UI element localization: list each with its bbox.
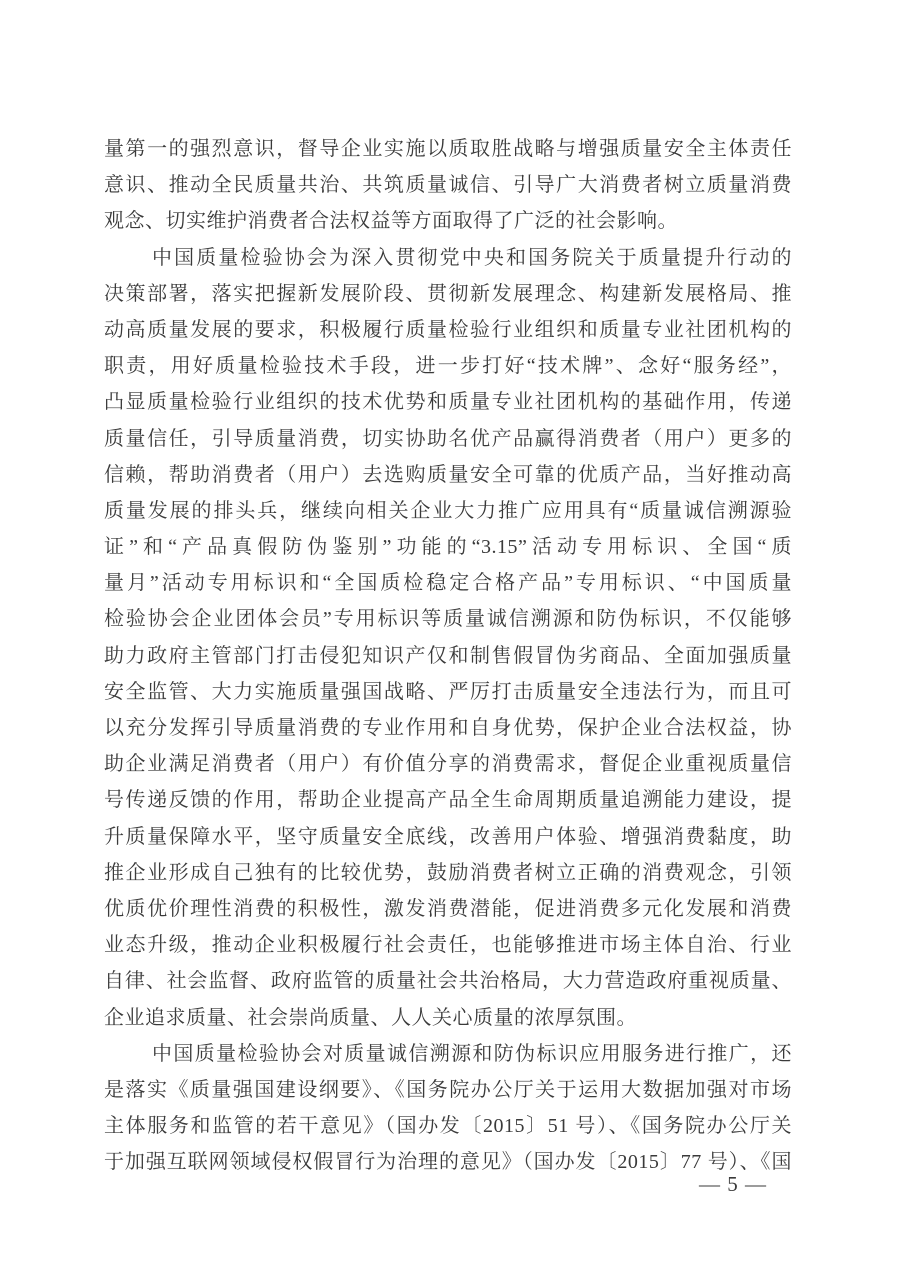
text-line: 检验协会企业团体会员”专用标识等质量诚信溯源和防伪标识，不仅能够 <box>104 608 792 631</box>
text-line: 决策部署，落实把握新发展阶段、贯彻新发展理念、构建新发展格局、推 <box>104 282 792 305</box>
text-line: 推企业形成自己独有的比较优势，鼓励消费者树立正确的消费观念，引领 <box>104 861 792 884</box>
text-line: 观念、切实维护消费者合法权益等方面取得了广泛的社会影响。 <box>104 210 678 233</box>
text-line: 主体服务和监管的若干意见》（国办发〔2015〕51 号）、《国务院办公厅关 <box>104 1115 792 1138</box>
text-line: 量月”活动专用标识和“全国质检稳定合格产品”专用标识、“中国质量 <box>104 572 792 595</box>
text-line: 号传递反馈的作用，帮助企业提高产品全生命周期质量追溯能力建设，提 <box>104 789 792 812</box>
text-line: 意识、推动全民质量共治、共筑质量诚信、引导广大消费者树立质量消费 <box>104 174 792 197</box>
text-line: 凸显质量检验行业组织的技术优势和质量专业社团机构的基础作用，传递 <box>104 391 792 414</box>
text-line: 质量发展的排头兵，继续向相关企业大力推广应用具有“质量诚信溯源验 <box>104 499 792 522</box>
text-line: 以充分发挥引导质量消费的专业作用和自身优势，保护企业合法权益，协 <box>104 717 792 739</box>
text-line: 证”和“产品真假防伪鉴别”功能的“3.15”活动专用标识、全国“质 <box>104 536 792 559</box>
text-line: 安全监管、大力实施质量强国战略、严厉打击质量安全违法行为，而且可 <box>104 680 792 703</box>
document-body <box>104 131 792 1180</box>
text-line: 业态升级，推动企业积极履行社会责任，也能够推进市场主体自治、行业 <box>104 934 792 957</box>
text-line: 优质优价理性消费的积极性，激发消费潜能，促进消费多元化发展和消费 <box>104 897 792 920</box>
text-line: 助力政府主管部门打击侵犯知识产仅和制售假冒伪劣商品、全面加强质量 <box>104 644 792 667</box>
text-line: 中国质量检验协会对质量诚信溯源和防伪标识应用服务进行推广，还 <box>152 1042 792 1065</box>
page-number: — 5 — <box>699 1172 767 1196</box>
text-line: 动高质量发展的要求，积极履行质量检验行业组织和质量专业社团机构的 <box>104 318 792 341</box>
text-line: 信赖，帮助消费者（用户）去选购质量安全可靠的优质产品，当好推动高 <box>104 463 792 486</box>
text-line: 企业追求质量、社会崇尚质量、人人关心质量的浓厚氛围。 <box>104 1006 637 1029</box>
text-line: 于加强互联网领域侵权假冒行为治理的意见》（国办发〔2015〕77 号）、《国 <box>104 1151 792 1174</box>
text-line: 质量信任，引导质量消费，切实协助名优产品赢得消费者（用户）更多的 <box>104 427 792 450</box>
text-line: 升质量保障水平，坚守质量安全底线，改善用户体验、增强消费黏度，助 <box>104 825 792 848</box>
text-line: 量第一的强烈意识，督导企业实施以质取胜战略与增强质量安全主体责任 <box>104 138 792 160</box>
text-line: 是落实《质量强国建设纲要》、《国务院办公厅关于运用大数据加强对市场 <box>104 1078 792 1101</box>
text-line: 中国质量检验协会为深入贯彻党中央和国务院关于质量提升行动的 <box>152 246 792 269</box>
text-line: 自律、社会监督、政府监管的质量社会共治格局，大力营造政府重视质量、 <box>104 970 792 993</box>
text-line: 助企业满足消费者（用户）有价值分享的消费需求，督促企业重视质量信 <box>104 753 792 776</box>
text-line: 职责，用好质量检验技术手段，进一步打好“技术牌”、念好“服务经”， <box>104 355 792 378</box>
